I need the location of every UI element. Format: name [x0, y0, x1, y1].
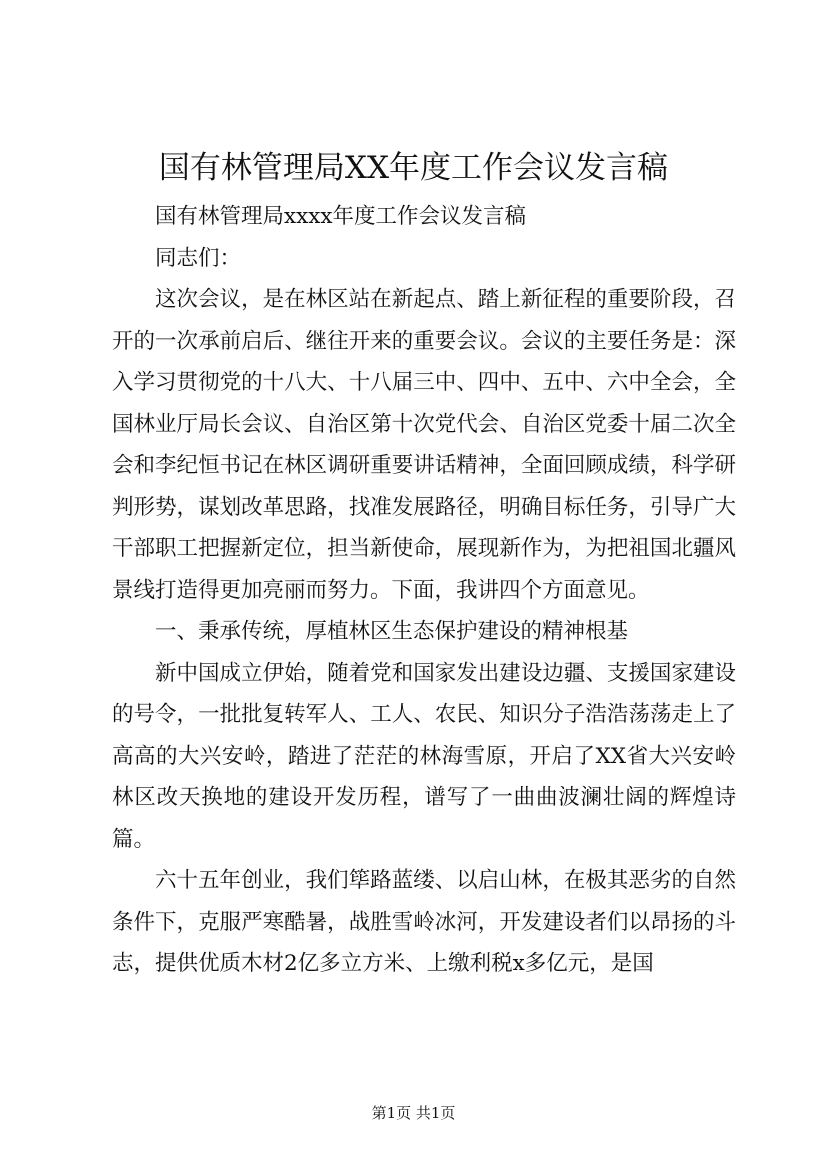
subtitle-paragraph: 国有林管理局xxxx年度工作会议发言稿: [155, 204, 527, 229]
body-paragraph: 六十五年创业，我们筚路蓝缕、以启山林，在极其恶劣的自然条件下，克服严寒酷暑，战胜雪岭冰河，开发建设者们以昂扬的斗志，提供优质木材2亿多立方米、上缴利税x多亿元，是国: [112, 868, 736, 976]
document-body: [112, 196, 736, 985]
section-heading: 一、秉承传统，厚植林区生态保护建设的精神根基: [155, 619, 629, 644]
body-paragraph: 这次会议，是在林区站在新起点、踏上新征程的重要阶段，召开的一次承前启后、继往开来的重要会议。会议的主要任务是：深入学习贯彻党的十八大、十八届三中、四中、五中、六中全会，全国林业厅局长会议、自治区第十次党代会、自治区党委十届二次全会和李纪恒书记在林区调研重要讲话精神，全面回顾成绩，科学研判形势，谋划改革思路，找准发展路径，明确目标任务，引导广大干部职工把握新定位，担当新使命，展现新作为，为把祖国北疆风景线打造得更加亮丽而努力。下面，我讲四个方面意见。: [112, 287, 736, 603]
document-title: 国有林管理局XX年度工作会议发言稿: [158, 150, 669, 186]
body-paragraph: 新中国成立伊始，随着党和国家发出建设边疆、支援国家建设的号令，一批批复转军人、工人、农民、知识分子浩浩荡荡走上了高高的大兴安岭，踏进了茫茫的林海雪原，开启了XX省大兴安岭林区改天换地的建设开发历程，谱写了一曲曲波澜壮阔的辉煌诗篇。: [112, 660, 736, 852]
salutation-paragraph: 同志们：: [155, 245, 242, 271]
page-number-footer: 第1页 共1页: [371, 1104, 456, 1122]
